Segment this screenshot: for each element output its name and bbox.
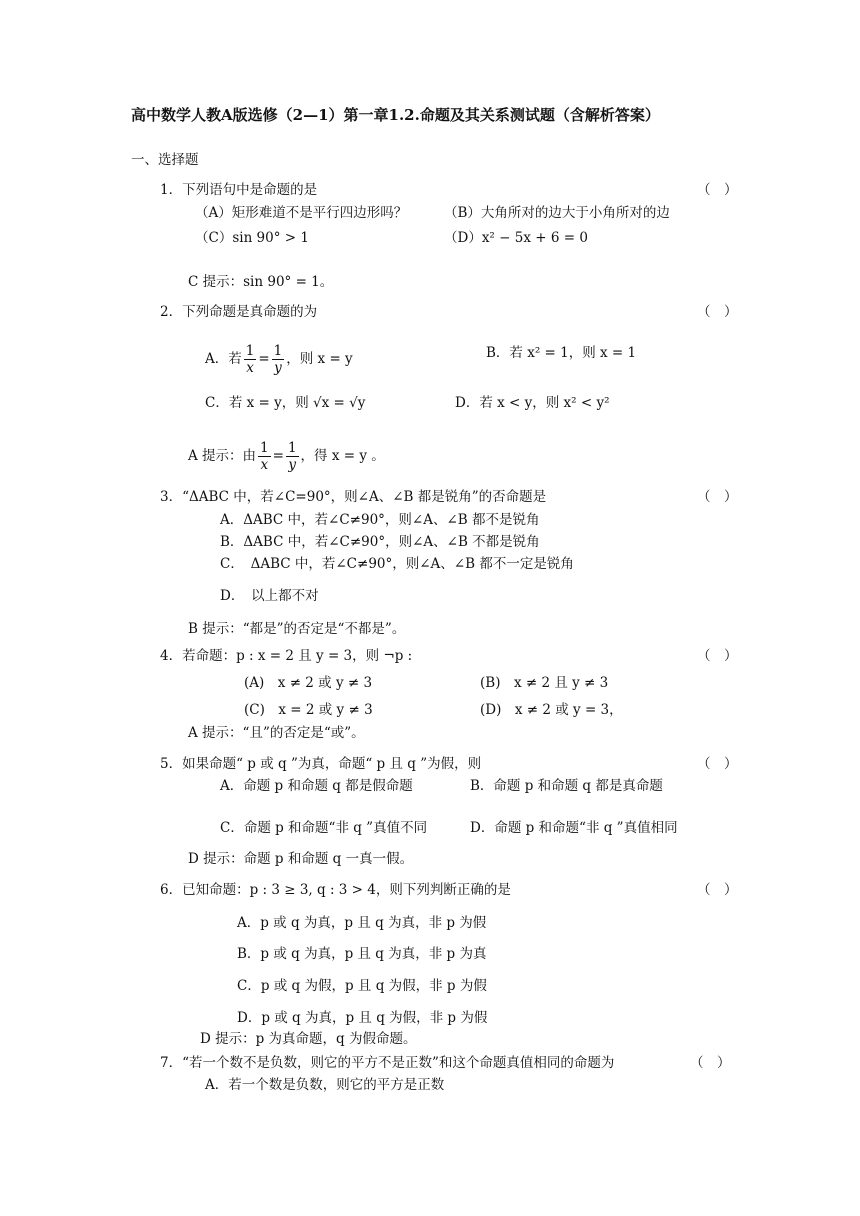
fraction-1-over-y: [272, 343, 285, 376]
fraction-1-over-x: [244, 343, 257, 376]
q4-hint: A 提示：“且”的否定是“或”。: [188, 725, 365, 741]
equals-sign: =: [272, 448, 284, 464]
q1-option-c: （C）sin 90° > 1: [195, 230, 309, 246]
question-4-stem: 4．若命题：p : x = 2 且 y = 3，则 ¬p :: [160, 648, 413, 664]
q2-option-a-suffix: ，则 x = y: [286, 351, 353, 367]
q5-option-b: B．命题 p 和命题 q 都是真命题: [470, 778, 663, 794]
question-3-stem: 3．“ΔABC 中，若∠C=90°，则∠A、∠B 都是锐角”的否命题是: [160, 489, 547, 505]
fraction-numerator: 1: [273, 343, 283, 359]
q3-option-b: B．ΔABC 中，若∠C≠90°，则∠A、∠B 不都是锐角: [220, 534, 540, 550]
question-7-stem: 7．“若一个数不是负数，则它的平方不是正数”和这个命题真值相同的命题为: [160, 1055, 615, 1071]
q2-hint-prefix: A 提示：由: [188, 448, 257, 464]
q1-option-a: （A）矩形难道不是平行四边形吗？: [195, 205, 408, 221]
fraction-numerator: 1: [287, 440, 297, 456]
q5-option-d: D．命题 p 和命题“非 q ”真值相同: [470, 820, 678, 836]
answer-paren-3: （ ）: [697, 489, 738, 505]
answer-paren-7: （ ）: [690, 1055, 731, 1071]
answer-paren-2: （ ）: [697, 304, 738, 320]
q5-hint: D 提示：命题 p 和命题 q 一真一假。: [188, 851, 414, 867]
fraction-denominator: y: [274, 360, 282, 376]
answer-paren-1: （ ）: [697, 182, 738, 198]
q6-option-b: B．p 或 q 为真，p 且 q 为真，非 p 为真: [237, 946, 487, 962]
equals-sign: =: [258, 351, 270, 367]
q6-option-a: A．p 或 q 为真，p 且 q 为真，非 p 为假: [237, 915, 487, 931]
q2-option-d: D．若 x < y，则 x² < y²: [455, 395, 610, 411]
question-2-stem: 2．下列命题是真命题的为: [160, 304, 318, 320]
q1-option-d: （D）x² − 5x + 6 = 0: [444, 230, 588, 246]
fraction-denominator: y: [288, 457, 297, 473]
fraction-1-over-y: [286, 440, 299, 473]
q1-hint: C 提示：sin 90° = 1。: [188, 274, 334, 290]
q5-option-a: A．命题 p 和命题 q 都是假命题: [220, 778, 413, 794]
q2-hint: [188, 440, 385, 473]
q2-hint-suffix: ，得 x = y 。: [300, 448, 385, 464]
q7-option-a: A．若一个数是负数，则它的平方是正数: [205, 1077, 445, 1093]
question-5-stem: 5．如果命题“ p 或 q ”为真，命题“ p 且 q ”为假，则: [160, 756, 482, 772]
answer-paren-6: （ ）: [697, 882, 738, 898]
q4-option-a: (A) x ≠ 2 或 y ≠ 3: [244, 675, 373, 691]
q4-option-c: (C) x = 2 或 y ≠ 3: [244, 702, 373, 718]
q1-option-b: （B）大角所对的边大于小角所对的边: [444, 205, 670, 221]
page-title: 高中数学人教A版选修（2—1）第一章1.2.命题及其关系测试题（含解析答案）: [131, 106, 660, 124]
q6-option-d: D．p 或 q 为真，p 且 q 为假，非 p 为假: [237, 1010, 488, 1026]
q4-option-b: (B) x ≠ 2 且 y ≠ 3: [480, 675, 609, 691]
q6-hint: D 提示：p 为真命题，q 为假命题。: [200, 1031, 417, 1047]
question-6-stem: 6．已知命题：p : 3 ≥ 3, q : 3 > 4，则下列判断正确的是: [160, 882, 511, 898]
q6-option-c: C．p 或 q 为假，p 且 q 为假，非 p 为假: [237, 978, 487, 994]
q3-option-a: A．ΔABC 中，若∠C≠90°，则∠A、∠B 都不是锐角: [220, 512, 540, 528]
fraction-1-over-x: [258, 440, 271, 473]
q4-option-d: (D) x ≠ 2 或 y = 3，: [480, 702, 623, 718]
q3-hint: B 提示：“都是”的否定是“不都是”。: [188, 621, 406, 637]
q2-option-b: B．若 x² = 1，则 x = 1: [486, 345, 637, 361]
q2-option-a: [205, 343, 353, 376]
answer-paren-5: （ ）: [697, 756, 738, 772]
fraction-denominator: x: [260, 457, 269, 473]
answer-paren-4: （ ）: [697, 648, 738, 664]
fraction-numerator: 1: [245, 343, 255, 359]
fraction-numerator: 1: [260, 440, 269, 456]
q3-option-c: C． ΔABC 中，若∠C≠90°，则∠A、∠B 都不一定是锐角: [220, 556, 574, 572]
q3-option-d: D． 以上都不对: [220, 588, 319, 604]
section-heading: 一、选择题: [131, 152, 199, 168]
fraction-denominator: x: [246, 360, 254, 376]
q5-option-c: C．命题 p 和命题“非 q ”真值不同: [220, 820, 428, 836]
question-1-stem: 1．下列语句中是命题的是: [160, 182, 318, 198]
q2-option-c: C．若 x = y，则 √x = √y: [205, 395, 366, 411]
q2-option-a-prefix: A．若: [205, 351, 242, 367]
